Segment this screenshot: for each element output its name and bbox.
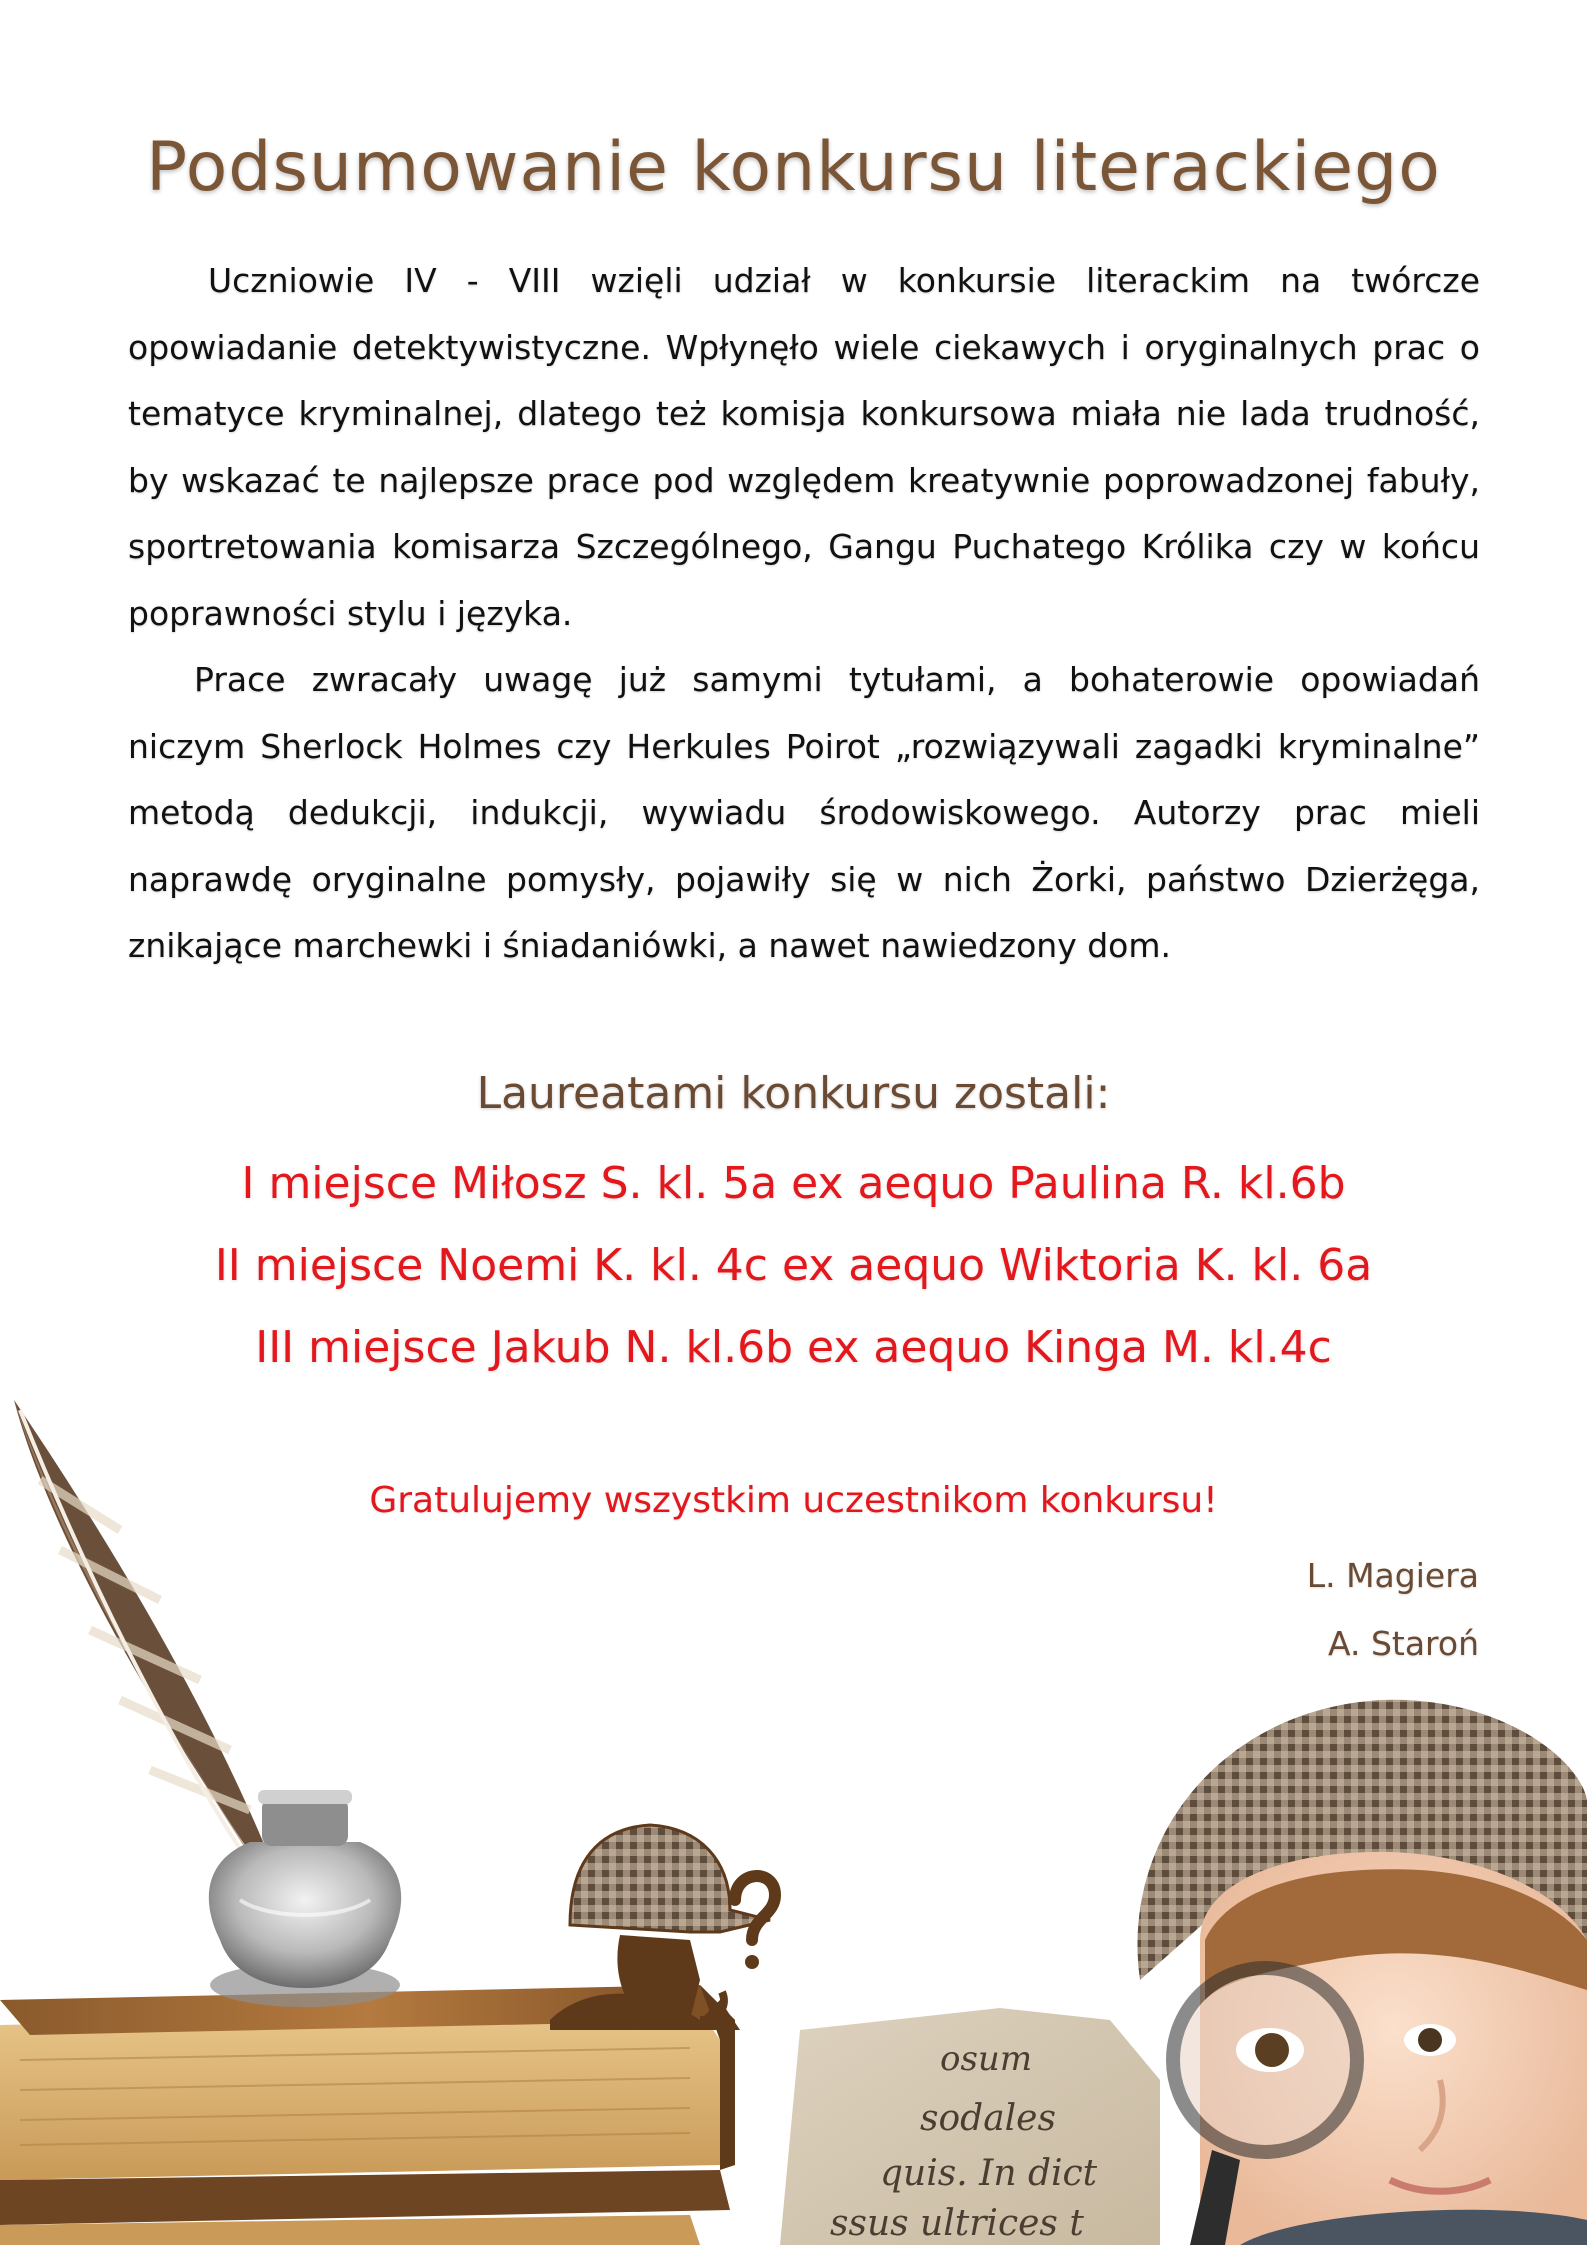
signature-1: L. Magiera xyxy=(1306,1556,1479,1595)
boy-with-magnifier-image xyxy=(1137,1700,1587,2245)
winner-third-place: III miejsce Jakub N. kl.6b ex aequo Kinga M. kl.4c xyxy=(255,1322,1332,1373)
winner-second-place: II miejsce Noemi K. kl. 4c ex aequo Wiktoria K. kl. 6a xyxy=(214,1240,1373,1291)
decorative-illustration xyxy=(0,1380,1587,2245)
newspaper-fragment-1: osum xyxy=(940,2039,1033,2079)
newspaper-fragment-4: ssus ultrices t xyxy=(830,2203,1084,2244)
signature-2: A. Staroń xyxy=(1327,1624,1479,1663)
page-title: Podsumowanie konkursu literackiego xyxy=(146,128,1441,207)
paragraph-2: Prace zwracały uwagę już samymi tytułami, a bohaterowie opowiadań niczym Sherlock Holmes czy Herkules Poirot „rozwiązywali zagadki kryminalne” metodą dedukcji, indukcji, wywiadu środowiskowego. Autorzy prac mieli naprawdę oryginalne pomysły, pojawiły się w nich Żorki, państwo Dzierżęga, znikające marchewki i śniadaniówki, a nawet nawiedzony dom. xyxy=(128,660,1480,965)
body-text xyxy=(128,248,1480,980)
paragraph-1: Uczniowie IV - VIII wzięli udział w konkursie literackim na twórcze opowiadanie detektywistyczne. Wpłynęło wiele ciekawych i oryginalnych prac o tematyce kryminalnej, dlatego też komisja konkursowa miała nie lada trudność, by wskazać te najlepsze prace pod względem kreatywnie poprowadzonej fabuły, sportretowania komisarza Szczególnego, Gangu Puchatego Królika czy w końcu poprawności stylu i języka. xyxy=(128,261,1480,633)
newspaper-scrap-image xyxy=(780,2008,1160,2245)
newspaper-fragment-2: sodales xyxy=(920,2098,1056,2139)
newspaper-fragment-3: quis. In dict xyxy=(880,2153,1098,2194)
laureates-heading: Laureatami konkursu zostali: xyxy=(476,1068,1111,1119)
congratulations-text: Gratulujemy wszystkim uczestnikom konkursu! xyxy=(369,1480,1218,1521)
winner-first-place: I miejsce Miłosz S. kl. 5a ex aequo Paulina R. kl.6b xyxy=(241,1158,1346,1209)
